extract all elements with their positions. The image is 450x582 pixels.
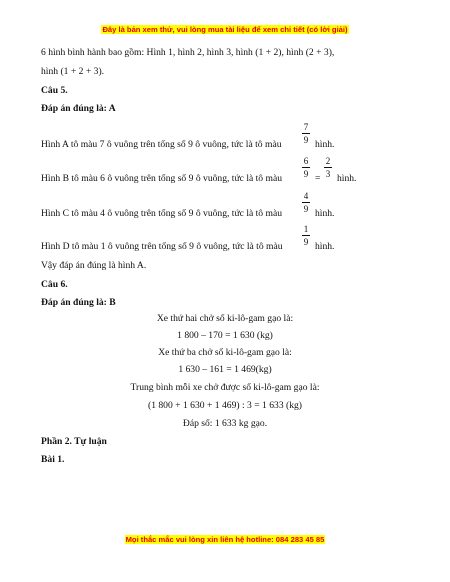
cau5-d-tail: hình.	[315, 241, 335, 252]
intro-line-1: 6 hình bình hành bao gồm: Hình 1, hình 2, hình 3, hình (1 + 2), hình (2 + 3),	[41, 47, 335, 58]
bai1-title: Bài 1.	[41, 454, 65, 465]
cau5-answer: Đáp án đúng là: A	[41, 103, 116, 114]
cau6-line-7: Đáp số: 1 633 kg gạo.	[182, 418, 268, 429]
cau5-conclusion: Vậy đáp án đúng là hình A.	[41, 260, 147, 271]
cau5-title: Câu 5.	[41, 85, 68, 96]
cau5-c-tail: hình.	[315, 208, 335, 219]
cau6-line-5: Trung bình mỗi xe chở được số ki-lô-gam gạo là:	[130, 382, 320, 393]
fraction-b: 6 9	[303, 156, 309, 179]
cau5-b-eq: =	[315, 173, 321, 184]
cau5-b-tail: hình.	[337, 173, 357, 184]
cau6-answer: Đáp án đúng là: B	[41, 297, 116, 308]
intro-line-2: hình (1 + 2 + 3).	[41, 66, 105, 77]
cau6-line-4: 1 630 – 161 = 1 469(kg)	[178, 364, 272, 375]
cau5-b-text: Hình B tô màu 6 ô vuông trên tổng số 9 ô vuông, tức là tô màu	[41, 173, 283, 184]
cau5-d-text: Hình D tô màu 1 ô vuông trên tổng số 9 ô vuông, tức là tô màu	[41, 241, 283, 252]
preview-banner: Đây là bản xem thử, vui lòng mua tài liệu để xem chi tiết (có lời giải)	[102, 25, 348, 34]
cau5-a-text: Hình A tô màu 7 ô vuông trên tổng số 9 ô vuông, tức là tô màu	[41, 139, 282, 150]
fraction-c: 4 9	[303, 191, 309, 214]
fraction-a: 7 9	[303, 122, 309, 145]
phan2-title: Phần 2. Tự luận	[41, 436, 107, 447]
cau6-title: Câu 6.	[41, 279, 68, 290]
cau6-line-6: (1 800 + 1 630 + 1 469) : 3 = 1 633 (kg)	[148, 400, 302, 411]
cau6-line-2: 1 800 – 170 = 1 630 (kg)	[177, 330, 273, 341]
cau6-line-1: Xe thứ hai chở số ki-lô-gam gạo là:	[156, 313, 294, 324]
cau5-a-tail: hình.	[315, 139, 335, 150]
cau6-line-3: Xe thứ ba chở số ki-lô-gam gạo là:	[158, 347, 292, 358]
cau5-c-text: Hình C tô màu 4 ô vuông trên tổng số 9 ô vuông, tức là tô màu	[41, 208, 283, 219]
fraction-b-simplified: 2 3	[325, 156, 331, 179]
fraction-d: 1 9	[303, 224, 309, 247]
hotline-banner: Mọi thắc mắc vui lòng xin liên hệ hotline: 084 283 45 85	[125, 535, 325, 544]
